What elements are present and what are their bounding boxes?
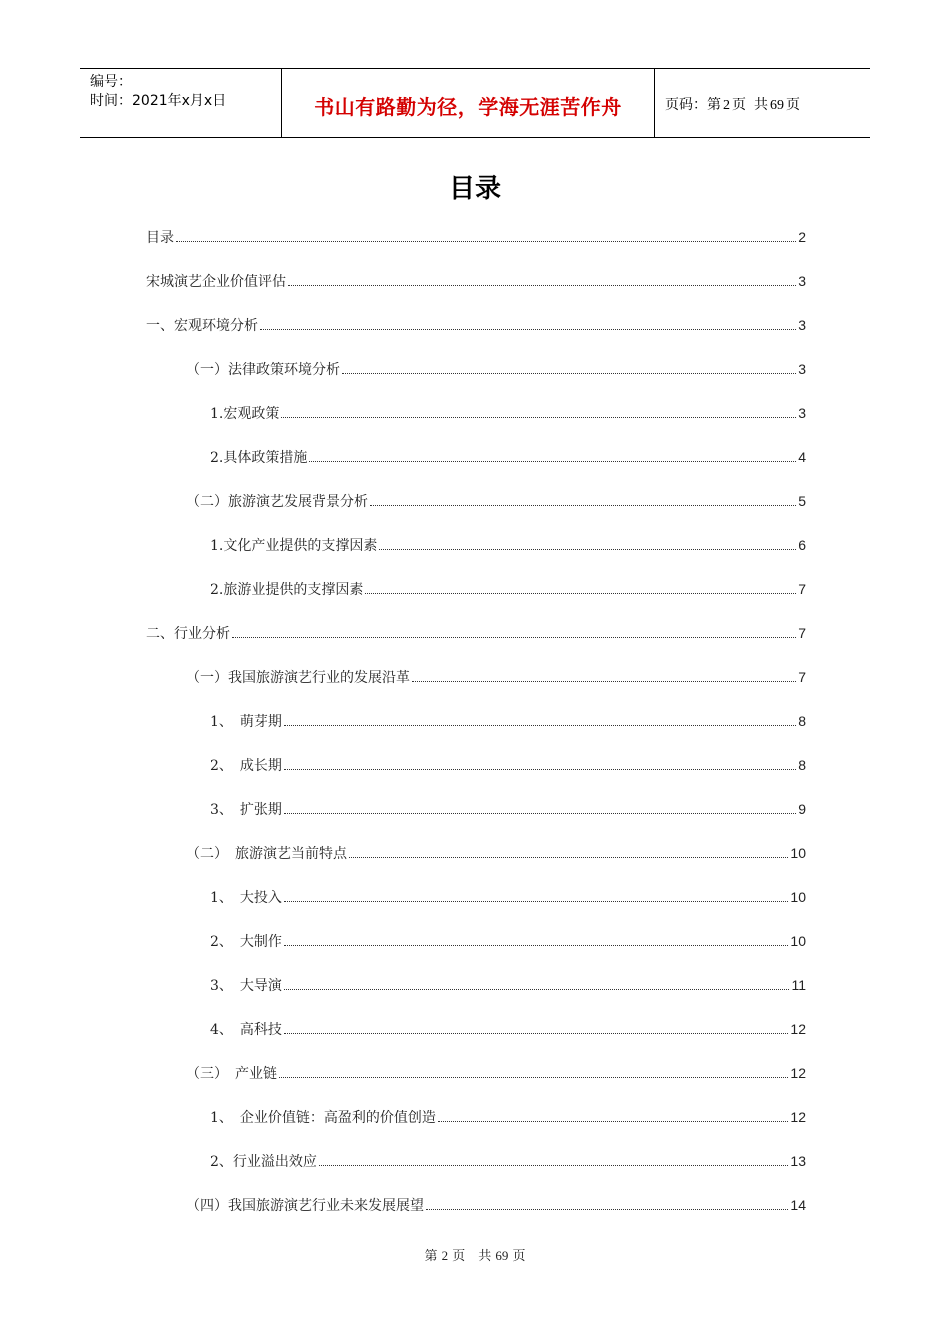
toc-entry[interactable] (186, 1195, 806, 1217)
toc-entry-page: 7 (798, 669, 806, 685)
toc-entry-title: （一）法律政策环境分析 (186, 362, 340, 378)
toc-entry[interactable] (210, 799, 806, 821)
footer-current: 2 (441, 1248, 449, 1263)
toc-entry-title: 2、 成长期 (210, 758, 282, 774)
toc-entry-title: （二）旅游演艺发展背景分析 (186, 494, 368, 510)
toc-dot-leader (284, 724, 796, 726)
toc-dot-leader (284, 900, 789, 902)
toc-entry-page: 10 (790, 845, 806, 861)
toc-entry-page: 10 (790, 933, 806, 949)
toc-entry-page: 7 (798, 625, 806, 641)
number-label: 编号： (90, 74, 132, 90)
toc-dot-leader (438, 1120, 789, 1122)
date-label: 时间：2021年x月x日 (90, 93, 227, 109)
page-info-suffix: 页 (786, 97, 800, 113)
toc-dot-leader (279, 1076, 788, 1078)
header-table (80, 68, 870, 138)
toc-entry-title: 1.文化产业提供的支撑因素 (210, 538, 378, 554)
toc-entry[interactable] (210, 975, 806, 997)
toc-entry-title: （四）我国旅游演艺行业未来发展展望 (186, 1198, 424, 1214)
toc-entry-page: 4 (798, 449, 806, 465)
toc-dot-leader (412, 680, 796, 682)
toc-entry-title: 1、 萌芽期 (210, 714, 282, 730)
motto: 书山有路勤为径，学海无涯苦作舟 (314, 95, 622, 119)
toc-dot-leader (309, 460, 796, 462)
page-info-current: 2 (723, 98, 730, 113)
toc-entry-page: 3 (798, 405, 806, 421)
toc-entry-page: 9 (798, 801, 806, 817)
toc-dot-leader (342, 372, 796, 374)
toc-dot-leader (284, 988, 790, 990)
toc-entry-page: 3 (798, 273, 806, 289)
footer-total: 69 (495, 1248, 509, 1263)
toc-entry[interactable] (210, 1019, 806, 1041)
toc-entry-page: 12 (790, 1065, 806, 1081)
toc-entry-title: 二、行业分析 (146, 626, 230, 642)
toc-entry[interactable] (146, 227, 806, 249)
toc-entry[interactable] (210, 887, 806, 909)
toc-entry-title: 宋城演艺企业价值评估 (146, 274, 286, 290)
toc-entry-title: 2.具体政策措施 (210, 450, 308, 466)
toc-entry-page: 11 (791, 977, 806, 993)
toc-entry-title: 2、 大制作 (210, 934, 282, 950)
toc-entry-page: 13 (790, 1153, 806, 1169)
toc-entry[interactable] (146, 623, 806, 645)
toc-entry-title: （一）我国旅游演艺行业的发展沿革 (186, 670, 410, 686)
toc-entry[interactable] (186, 491, 806, 513)
toc-entry[interactable] (210, 1151, 806, 1173)
toc-entry-page: 5 (798, 493, 806, 509)
toc-entry-page: 14 (790, 1197, 806, 1213)
toc-entry-title: 1.宏观政策 (210, 406, 280, 422)
toc-entry-page: 3 (798, 317, 806, 333)
toc-entry[interactable] (186, 843, 806, 865)
page-title: 目录 (448, 174, 501, 204)
toc-entry-title: 1、 企业价值链：高盈利的价值创造 (210, 1110, 436, 1126)
toc-entry[interactable] (186, 667, 806, 689)
toc-entry-page: 7 (798, 581, 806, 597)
toc-dot-leader (365, 592, 796, 594)
footer-prefix: 第 (424, 1249, 438, 1264)
page-info (665, 94, 800, 114)
toc-entry[interactable] (210, 755, 806, 777)
toc-dot-leader (232, 636, 796, 638)
toc-entry-title: 一、宏观环境分析 (146, 318, 258, 334)
toc-entry-page: 8 (798, 713, 806, 729)
footer-mid: 页 共 (452, 1249, 492, 1264)
toc-entry[interactable] (210, 447, 806, 469)
toc-entry[interactable] (146, 271, 806, 293)
toc-dot-leader (284, 944, 789, 946)
toc-entry[interactable] (210, 579, 806, 601)
toc-entry-title: （三） 产业链 (186, 1066, 277, 1082)
toc-dot-leader (284, 768, 796, 770)
toc-entry-page: 12 (790, 1021, 806, 1037)
toc-entry[interactable] (210, 931, 806, 953)
page-info-total-prefix: 共 (754, 97, 768, 113)
header-meta-cell (80, 69, 282, 137)
toc-dot-leader (349, 856, 788, 858)
toc-entry-page: 10 (790, 889, 806, 905)
toc-entry-title: 4、 高科技 (210, 1022, 282, 1038)
footer-suffix: 页 (512, 1249, 526, 1264)
toc-entry-page: 12 (790, 1109, 806, 1125)
page-info-prefix: 页码：第 (665, 97, 721, 113)
toc-dot-leader (176, 240, 796, 242)
toc-entry-title: （二） 旅游演艺当前特点 (186, 846, 347, 862)
toc-dot-leader (284, 812, 796, 814)
toc-dot-leader (319, 1164, 789, 1166)
toc-entry[interactable] (146, 315, 806, 337)
page-info-mid: 页 (732, 97, 746, 113)
toc-entry[interactable] (210, 535, 806, 557)
toc-entry[interactable] (210, 403, 806, 425)
toc-entry-title: 目录 (146, 230, 174, 246)
toc-entry-title: 3、 扩张期 (210, 802, 282, 818)
toc-dot-leader (370, 504, 796, 506)
toc-dot-leader (281, 416, 796, 418)
toc-entry[interactable] (186, 359, 806, 381)
toc-dot-leader (284, 1032, 789, 1034)
header-page-cell (655, 69, 870, 137)
toc-entry-page: 2 (798, 229, 806, 245)
toc-entry-page: 3 (798, 361, 806, 377)
header-motto-cell (282, 69, 655, 137)
page-footer (0, 1245, 950, 1264)
toc-entry-page: 8 (798, 757, 806, 773)
toc-entry-title: 3、 大导演 (210, 978, 282, 994)
toc-dot-leader (288, 284, 796, 286)
page-info-total: 69 (770, 98, 784, 113)
toc-entry-title: 1、 大投入 (210, 890, 282, 906)
toc-entry-title: 2、行业溢出效应 (210, 1154, 317, 1170)
toc-entry[interactable] (210, 711, 806, 733)
toc-entry[interactable] (186, 1063, 806, 1085)
toc-entry-page: 6 (798, 537, 806, 553)
toc-dot-leader (260, 328, 796, 330)
toc-entry-title: 2.旅游业提供的支撑因素 (210, 582, 364, 598)
toc-dot-leader (426, 1208, 788, 1210)
toc-entry[interactable] (210, 1107, 806, 1129)
toc-dot-leader (379, 548, 796, 550)
